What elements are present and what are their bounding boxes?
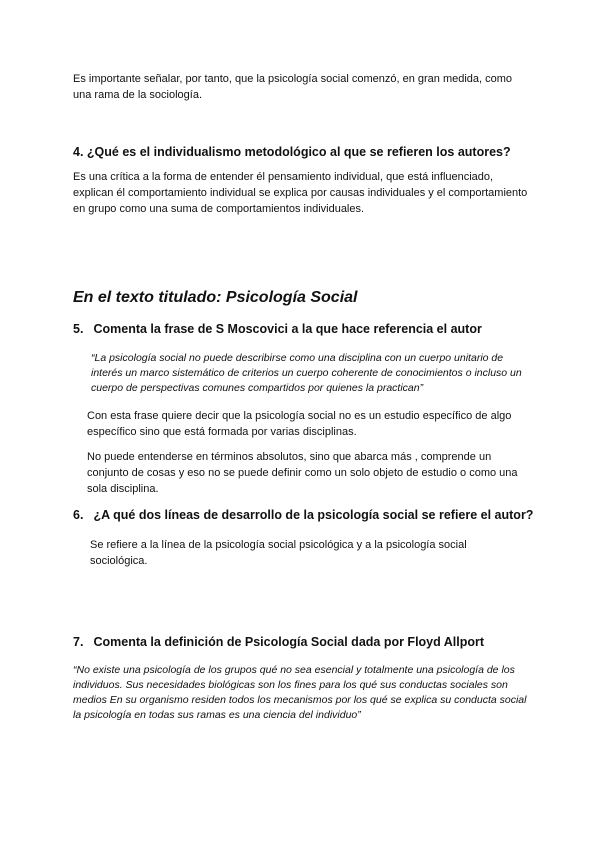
question-6-heading (73, 507, 543, 523)
question-5-heading (73, 321, 543, 337)
allport-quote: “No existe una psicología de los grupos qué no sea esencial y totalmente una psicología de los individuos. Sus necesidades biológicas son los fines para los qué sus conductas sociales son medios En su organismo residen todos los mecanismos por los qué se explica su conducta social la psicología en todas sus ramas es una ciencia del individuo” (73, 664, 527, 721)
question-7-number: 7. (73, 635, 84, 649)
question-5-title: Comenta la frase de S Moscovici a la que hace referencia el autor (93, 322, 482, 336)
intro-paragraph: Es importante señalar, por tanto, que la psicología social comenzó, en gran medida, como una rama de la sociología. (73, 73, 513, 101)
question-6-number: 6. (73, 508, 84, 522)
question-5-answer-1: Con esta frase quiere decir que la psicología social no es un estudio específico de algo específico sino que está formada por varias disciplinas. (87, 410, 512, 438)
question-4-answer: Es una crítica a la forma de entender él pensamiento individual, que está influenciado, explican él comportamiento individual se explica por causas individuales y el comportamiento en grupo como una suma de comportamientos individuales. (73, 171, 528, 215)
question-6-title: ¿A qué dos líneas de desarrollo de la psicología social se refiere el autor? (93, 508, 534, 522)
question-4-heading: 4. ¿Qué es el individualismo metodológico al que se refieren los autores? (73, 145, 511, 159)
section-title: En el texto titulado: Psicología Social (73, 289, 358, 306)
question-5-answer-2: No puede entenderse en términos absolutos, sino que abarca más , comprende un conjunto de cosas y eso no se puede definir como un solo objeto de estudio o como una sola disciplina. (87, 451, 518, 495)
question-5-number: 5. (73, 322, 84, 336)
moscovici-quote: “La psicología social no puede describirse como una disciplina con un cuerpo unitario de interés un marco sistemático de criterios un cuerpo coherente de conocimientos o incluso un cuerpo de perspectivas comunes compartidos por quienes la practican” (91, 352, 522, 394)
question-6-answer: Se refiere a la línea de la psicología social psicológica y a la psicología social sociológica. (90, 539, 467, 567)
question-7-title: Comenta la definición de Psicología Social dada por Floyd Allport (93, 635, 485, 649)
question-7-heading (73, 634, 543, 650)
